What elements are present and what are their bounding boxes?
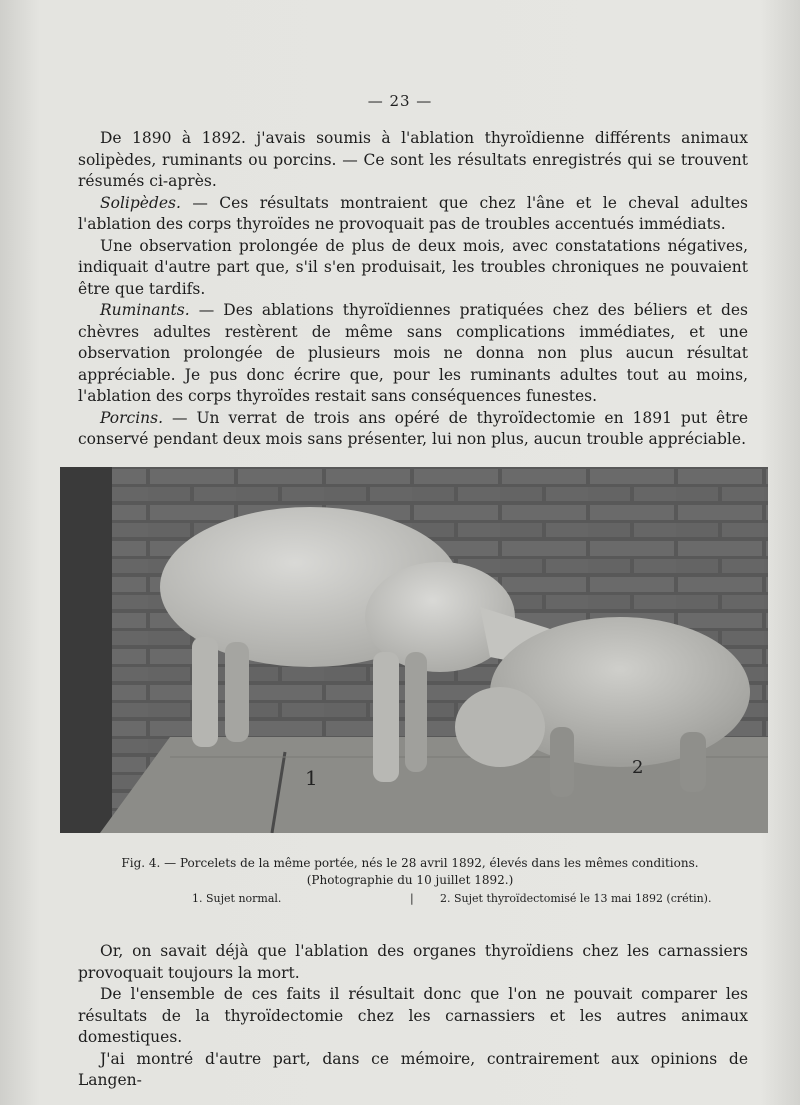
section-lead-solipedes: Solipèdes. [100, 193, 181, 212]
paragraph-carnassiers: Or, on savait déjà que l'ablation des organes thyroïdiens chez les carnassiers provoquait toujours la mort. [78, 942, 748, 982]
paragraph-solipedes-body: — Ces résultats montraient que chez l'âne et le cheval adultes l'ablation des corps thyroïdes ne provoquait pas de troubles accentués immédiats. [78, 193, 748, 233]
bottom-text-block [78, 941, 748, 1092]
paragraph-ruminants [78, 300, 748, 408]
legend-item-1: 1. Sujet normal. [192, 892, 282, 905]
legend-separator: | [410, 892, 414, 905]
paragraph-observation: Une observation prolongée de plus de deux mois, avec constatations négatives, indiquait d'autre part que, s'il s'en produisait, les troubles chroniques ne pouvaient être que tardifs. [78, 236, 748, 298]
paragraph-porcins-body: — Un verrat de trois ans opéré de thyroïdectomie en 1891 put être conservé pendant deux mois sans présenter, lui non plus, aucun trouble appréciable. [78, 408, 748, 448]
figure-photograph [60, 467, 768, 833]
pig-label-1: 1 [305, 766, 318, 790]
section-lead-ruminants: Ruminants. [100, 301, 190, 319]
figure-caption: Fig. 4. — Porcelets de la même portée, nés le 28 avril 1892, élevés dans les mêmes conditions. (Photographie du 10 juillet 1892.) [121, 856, 699, 887]
paragraph-intro: De 1890 à 1892. j'avais soumis à l'ablation thyroïdienne différents animaux solipèdes, ruminants ou porcins. — Ce sont les résultats enregistrés qui se trouvent résumés ci-après. [78, 129, 748, 190]
legend-item-2: 2. Sujet thyroïdectomisé le 13 mai 1892 (crétin). [440, 892, 712, 905]
paragraph-ensemble: De l'ensemble de ces faits il résultait donc que l'on ne pouvait comparer les résultats de la thyroïdectomie chez les carnassiers et les autres animaux domestiques. [78, 985, 748, 1046]
top-text-block [78, 128, 748, 451]
pig-label-2: 2 [632, 757, 644, 778]
paragraph-porcins [78, 408, 748, 451]
photo-illustration [60, 467, 768, 833]
door-frame [60, 467, 112, 833]
paragraph-langen: J'ai montré d'autre part, dans ce mémoire, contrairement aux opinions de Langen- [78, 1049, 748, 1089]
paragraph-solipedes [78, 193, 748, 236]
page-number: — 23 — [367, 92, 433, 110]
paragraph-ruminants-body: — Des ablations thyroïdiennes pratiquées chez des béliers et des chèvres adultes restèrent de même sans complications immédiates, et une observation prolongée de plusieurs mois ne donna non plus aucun résultat appréciable. Je pus donc écrire que, pour les ruminants adultes tout au moins, l'ablation des corps thyroïdes restait sans conséquences funestes. [78, 301, 748, 405]
section-lead-porcins: Porcins. [100, 408, 164, 427]
